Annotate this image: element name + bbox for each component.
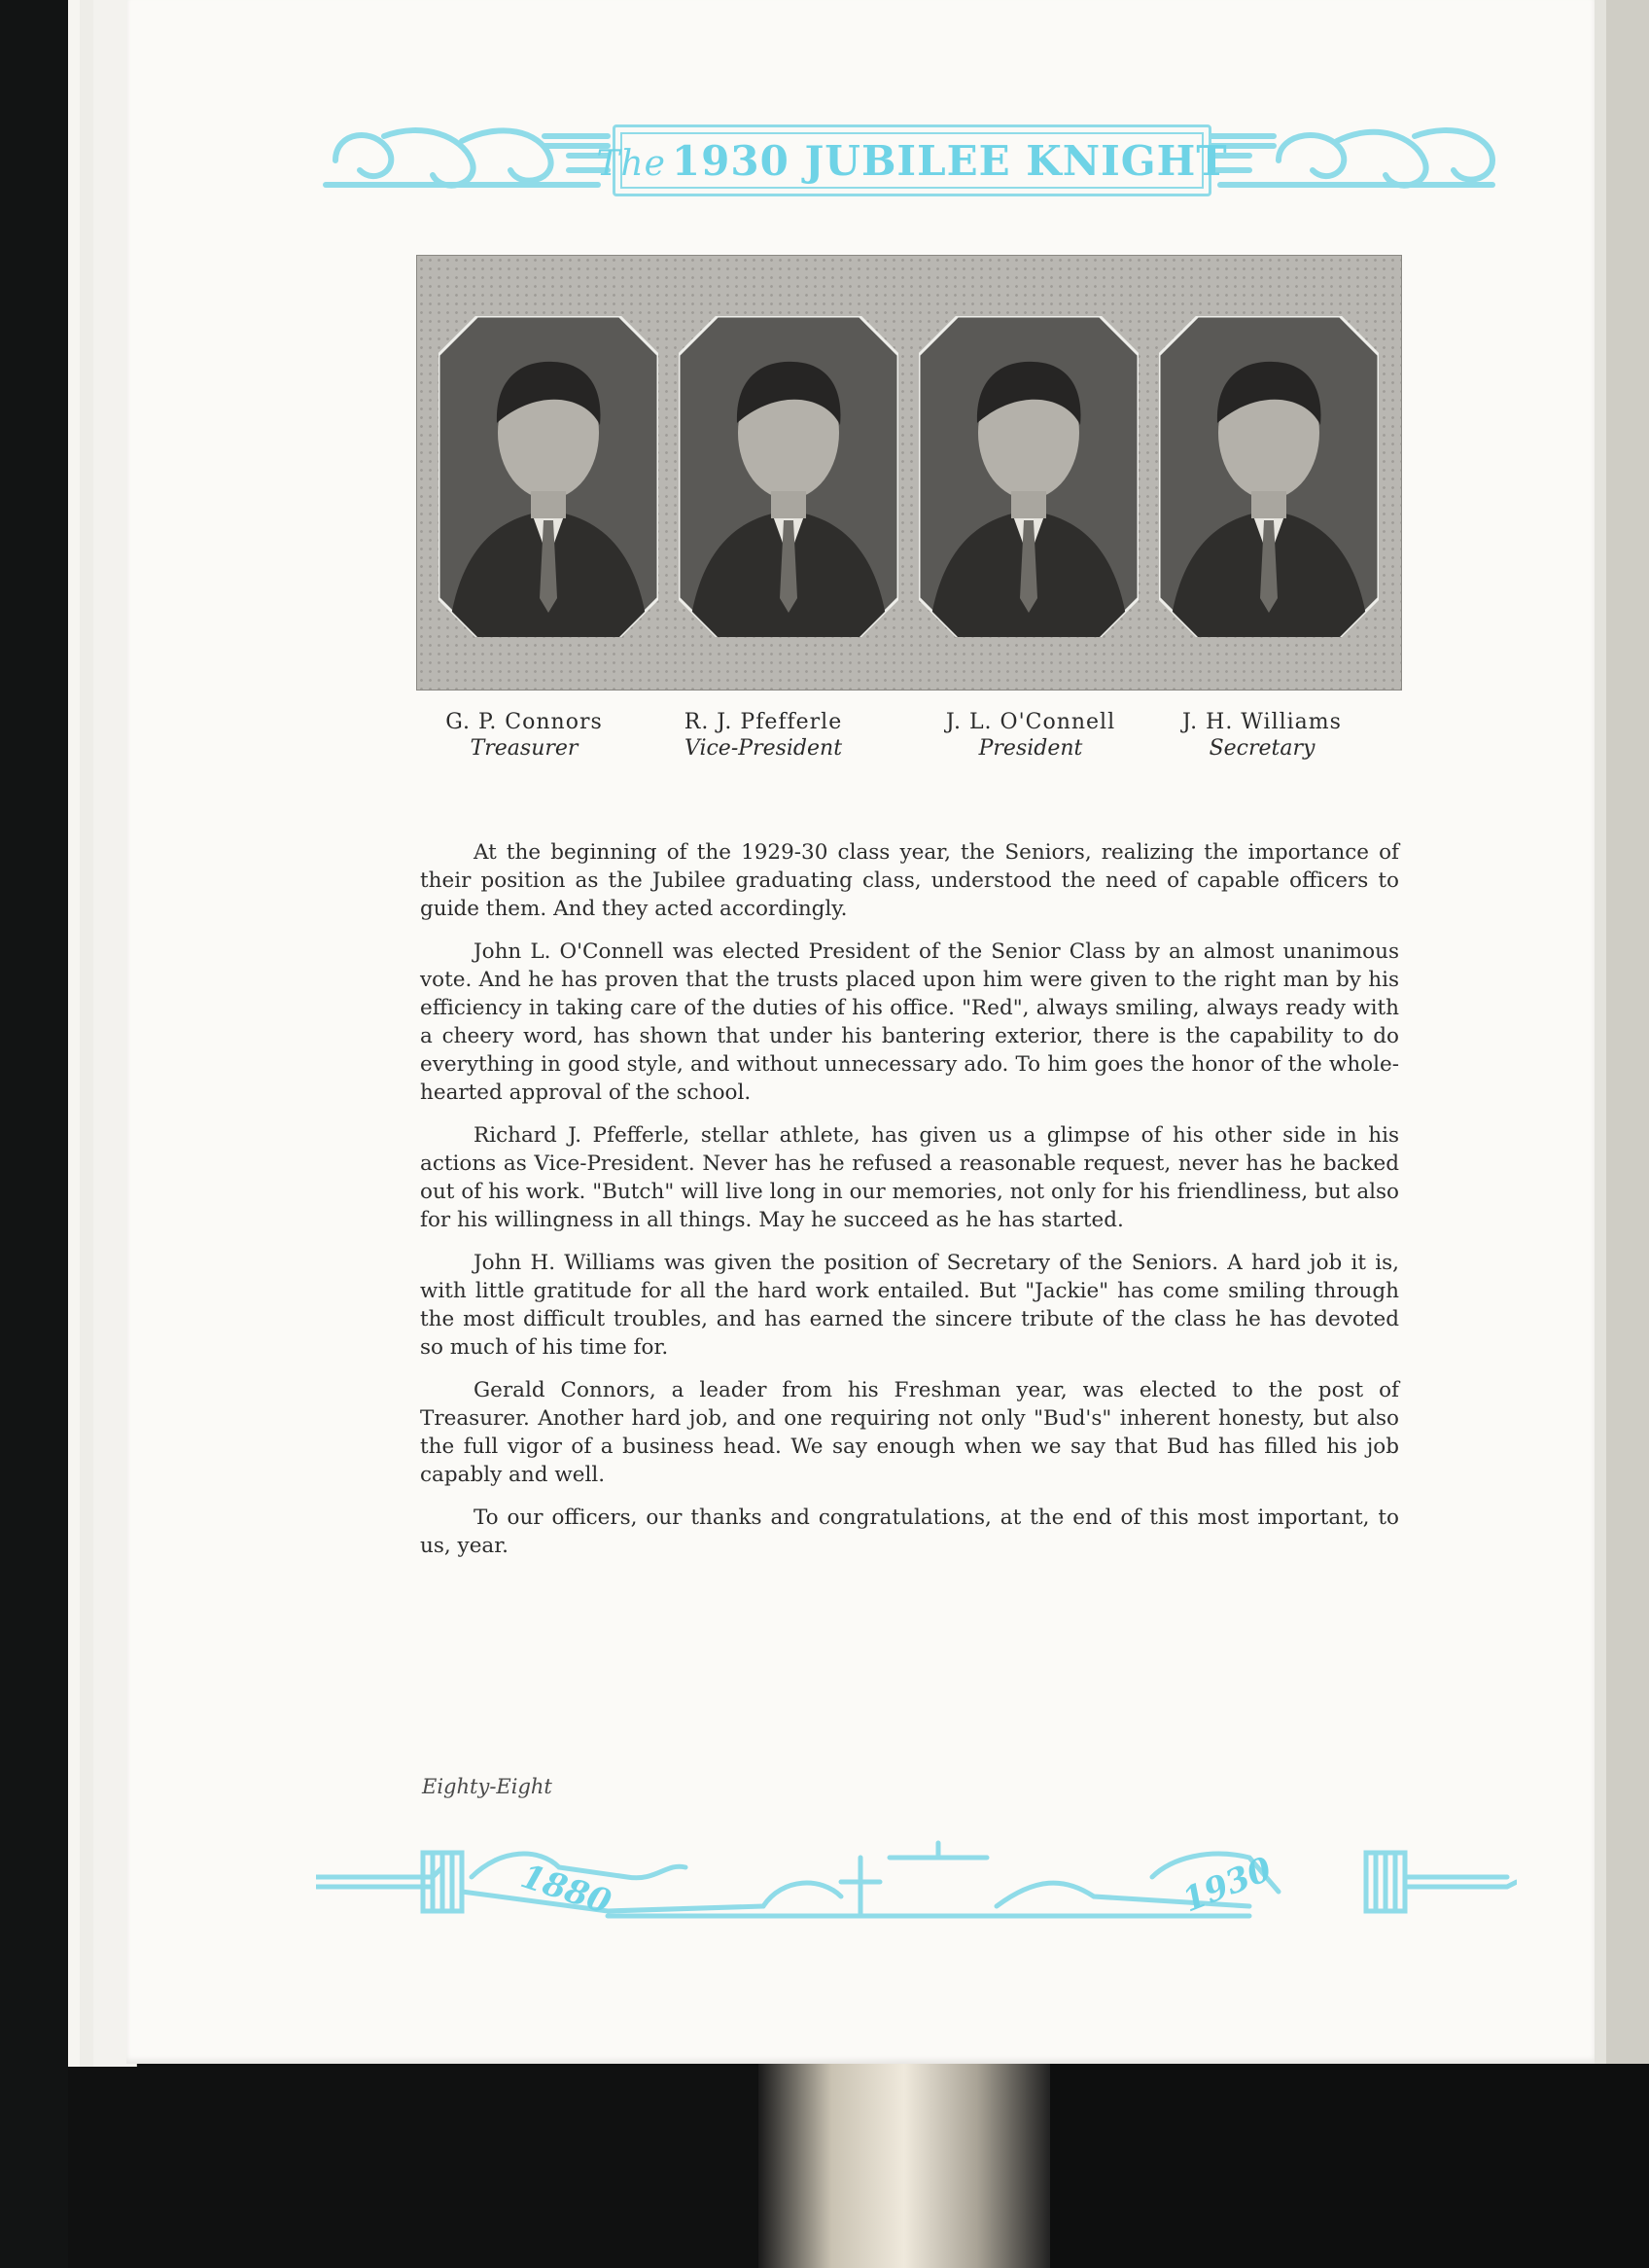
book-spine [0, 0, 68, 2268]
paragraph: Richard J. Pfefferle, stellar athlete, has given us a glimpse of his other side in his actions as Vice-President. Never has he refused a reasonable request, never has he backed out of his work. "Butch" will live long in our memories, not only for his friendliness, but also for his willingness in all things. May he succeed as he has started. [420, 1123, 1399, 1232]
portrait-photo [1159, 316, 1379, 637]
officer-role: Treasurer [470, 736, 579, 761]
officer-name: J. L. O'Connell [945, 710, 1116, 734]
portrait-photo [679, 316, 898, 637]
title-prefix: The [596, 143, 666, 184]
footer-year-right: 1930 [1176, 1849, 1278, 1921]
header-banner [316, 117, 1502, 204]
background-light-gap [758, 2064, 1050, 2268]
paragraph: John L. O'Connell was elected President of the Senior Class by an almost unanimous vote. And he has proven that the trusts placed upon him were given to the right man by his efficiency in taking care of the duties of his office. "Red", always smiling, always ready with a cheery word, has shown that under his bantering exterior, there is the capability to do everything in good style, and without unnecessary ado. To him goes the honor of the whole-hearted approval of the school. [420, 939, 1399, 1105]
officer-caption [407, 710, 641, 761]
page-title [596, 137, 1227, 185]
portrait-photo [439, 316, 658, 637]
officer-name: G. P. Connors [445, 710, 603, 734]
title-frame [596, 124, 1228, 196]
page-number: Eighty-Eight [422, 1775, 552, 1798]
paragraph: John H. Williams was given the position of Secretary of the Seniors. A hard job it is, with little gratitude for all the hard work entailed. But "Jackie" has come smiling through the most difficult troubles, and has earned the sincere tribute of the class he has devoted so much of his time for. [420, 1251, 1399, 1360]
title-main: 1930 JUBILEE KNIGHT [671, 136, 1228, 185]
portrait-connors [439, 316, 658, 637]
portrait-photo [919, 316, 1139, 637]
portrait-pfefferle [679, 316, 898, 637]
officer-caption [914, 710, 1147, 761]
portrait-oconnell [919, 316, 1139, 637]
officer-role: President [978, 736, 1083, 761]
officer-role: Secretary [1209, 736, 1316, 761]
paragraph: At the beginning of the 1929-30 class year, the Seniors, realizing the importance of their position as the Jubilee graduating class, understood the need of capable officers to guide them. And they acted accordingly. [420, 840, 1399, 921]
jubilee-ornament-icon [316, 1838, 1517, 1935]
paragraph: To our officers, our thanks and congratulations, at the end of this most important, to us, year. [420, 1506, 1399, 1558]
paragraph: Gerald Connors, a leader from his Freshman year, was elected to the post of Treasurer. Another hard job, and one requiring not only "Bud's" inherent honesty, but also the full vigor of a business head. We say enough when we say that Bud has filled his job capably and well. [420, 1378, 1399, 1487]
portrait-williams [1159, 316, 1379, 637]
officer-role: Vice-President [684, 736, 843, 761]
officer-name: R. J. Pfefferle [684, 710, 843, 734]
officer-caption [647, 710, 880, 761]
footer-banner [316, 1838, 1517, 1935]
officer-caption [1145, 710, 1379, 761]
officer-name: J. H. Williams [1182, 710, 1342, 734]
facing-page-edge [1606, 0, 1649, 2064]
article-body [420, 838, 1399, 1575]
officer-photo-panel [416, 255, 1402, 691]
footer-year-left: 1880 [515, 1857, 616, 1923]
background-gap [68, 2067, 758, 2268]
